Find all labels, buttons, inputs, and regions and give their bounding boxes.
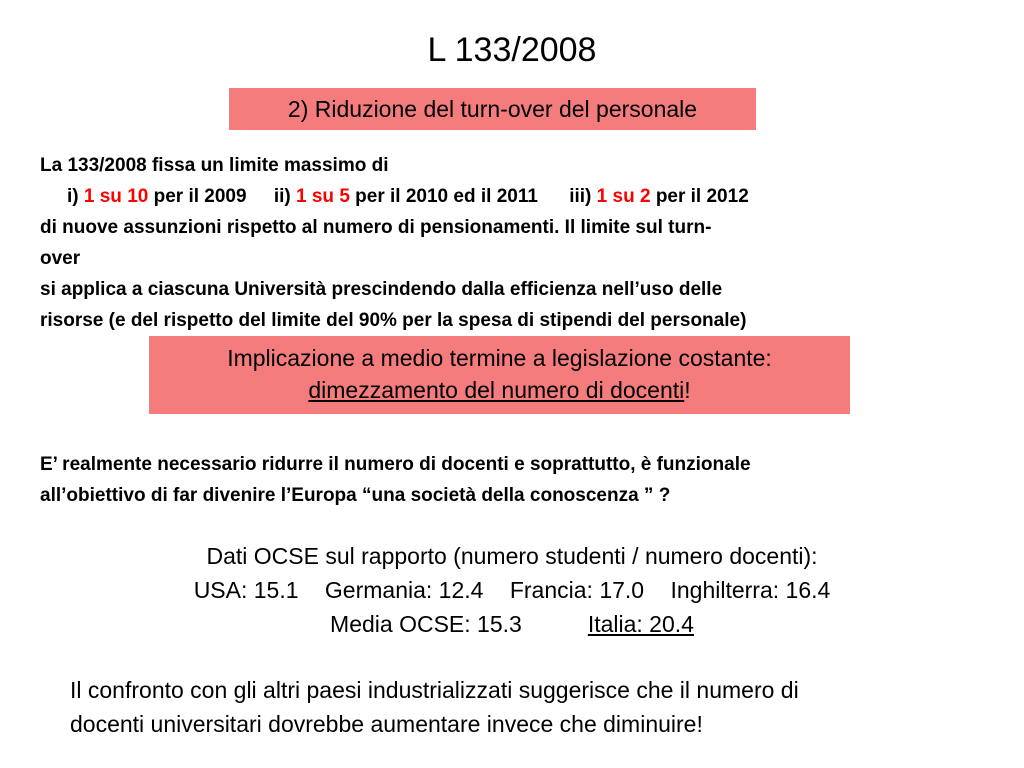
subtitle-text: 2) Riduzione del turn-over del personale <box>287 96 698 122</box>
intro-limits-line <box>67 181 1015 212</box>
ocse-data-block <box>0 539 1024 641</box>
limit-i-value: 1 su 10 <box>83 186 149 207</box>
intro-line-6: risorse (e del rispetto del limite del 90% per la spesa di stipendi del personale) <box>40 310 747 331</box>
limit-i-label: i) <box>67 186 79 207</box>
intro-line-4: over <box>40 248 81 269</box>
slide-title: L 133/2008 <box>427 31 597 69</box>
limit-ii-label: ii) <box>273 186 291 207</box>
subtitle-box <box>229 88 756 130</box>
conclusion-line-1: Il confronto con gli altri paesi industrializzati suggerisce che il numero di <box>70 677 799 703</box>
implication-exclamation: ! <box>684 377 691 403</box>
question-paragraph <box>40 449 1020 511</box>
intro-paragraph <box>40 150 1015 336</box>
conclusion-paragraph <box>70 673 990 741</box>
limit-ii-text: per il 2010 ed il 2011 <box>355 186 538 207</box>
ocse-inghilterra: Inghilterra: 16.4 <box>670 577 831 603</box>
conclusion-line-2: docenti universitari dovrebbe aumentare invece che diminuire! <box>70 711 703 737</box>
ocse-averages-line <box>0 607 1024 641</box>
intro-line-1: La 133/2008 fissa un limite massimo di <box>40 155 389 176</box>
ocse-usa: USA: 15.1 <box>193 577 299 603</box>
limit-iii-value: 1 su 2 <box>596 186 651 207</box>
limit-ii-value: 1 su 5 <box>296 186 350 207</box>
limit-iii-label: iii) <box>569 186 592 207</box>
ocse-media: Media OCSE: 15.3 <box>330 611 522 637</box>
implication-line-1: Implicazione a medio termine a legislazione costante: <box>227 345 772 371</box>
implication-line-2 <box>149 374 850 406</box>
question-line-1: E’ realmente necessario ridurre il numero di docenti e soprattutto, è funzionale <box>40 454 751 475</box>
intro-line-3: di nuove assunzioni rispetto al numero di pensionamenti. Il limite sul turn- <box>40 217 712 238</box>
limit-iii-text: per il 2012 <box>655 186 749 207</box>
ocse-francia: Francia: 17.0 <box>509 577 645 603</box>
intro-line-5: si applica a ciascuna Università prescindendo dalla efficienza nell’uso delle <box>40 279 723 300</box>
ocse-italia: Italia: 20.4 <box>587 611 694 637</box>
question-line-2: all’obiettivo di far divenire l’Europa “una società della conoscenza ” ? <box>40 485 671 506</box>
ocse-countries-line <box>0 573 1024 607</box>
implication-underlined-text: dimezzamento del numero di docenti <box>308 377 685 403</box>
ocse-heading: Dati OCSE sul rapporto (numero studenti / numero docenti): <box>206 543 818 569</box>
implication-box <box>149 336 850 414</box>
limit-i-text: per il 2009 <box>153 186 247 207</box>
ocse-germania: Germania: 12.4 <box>324 577 484 603</box>
